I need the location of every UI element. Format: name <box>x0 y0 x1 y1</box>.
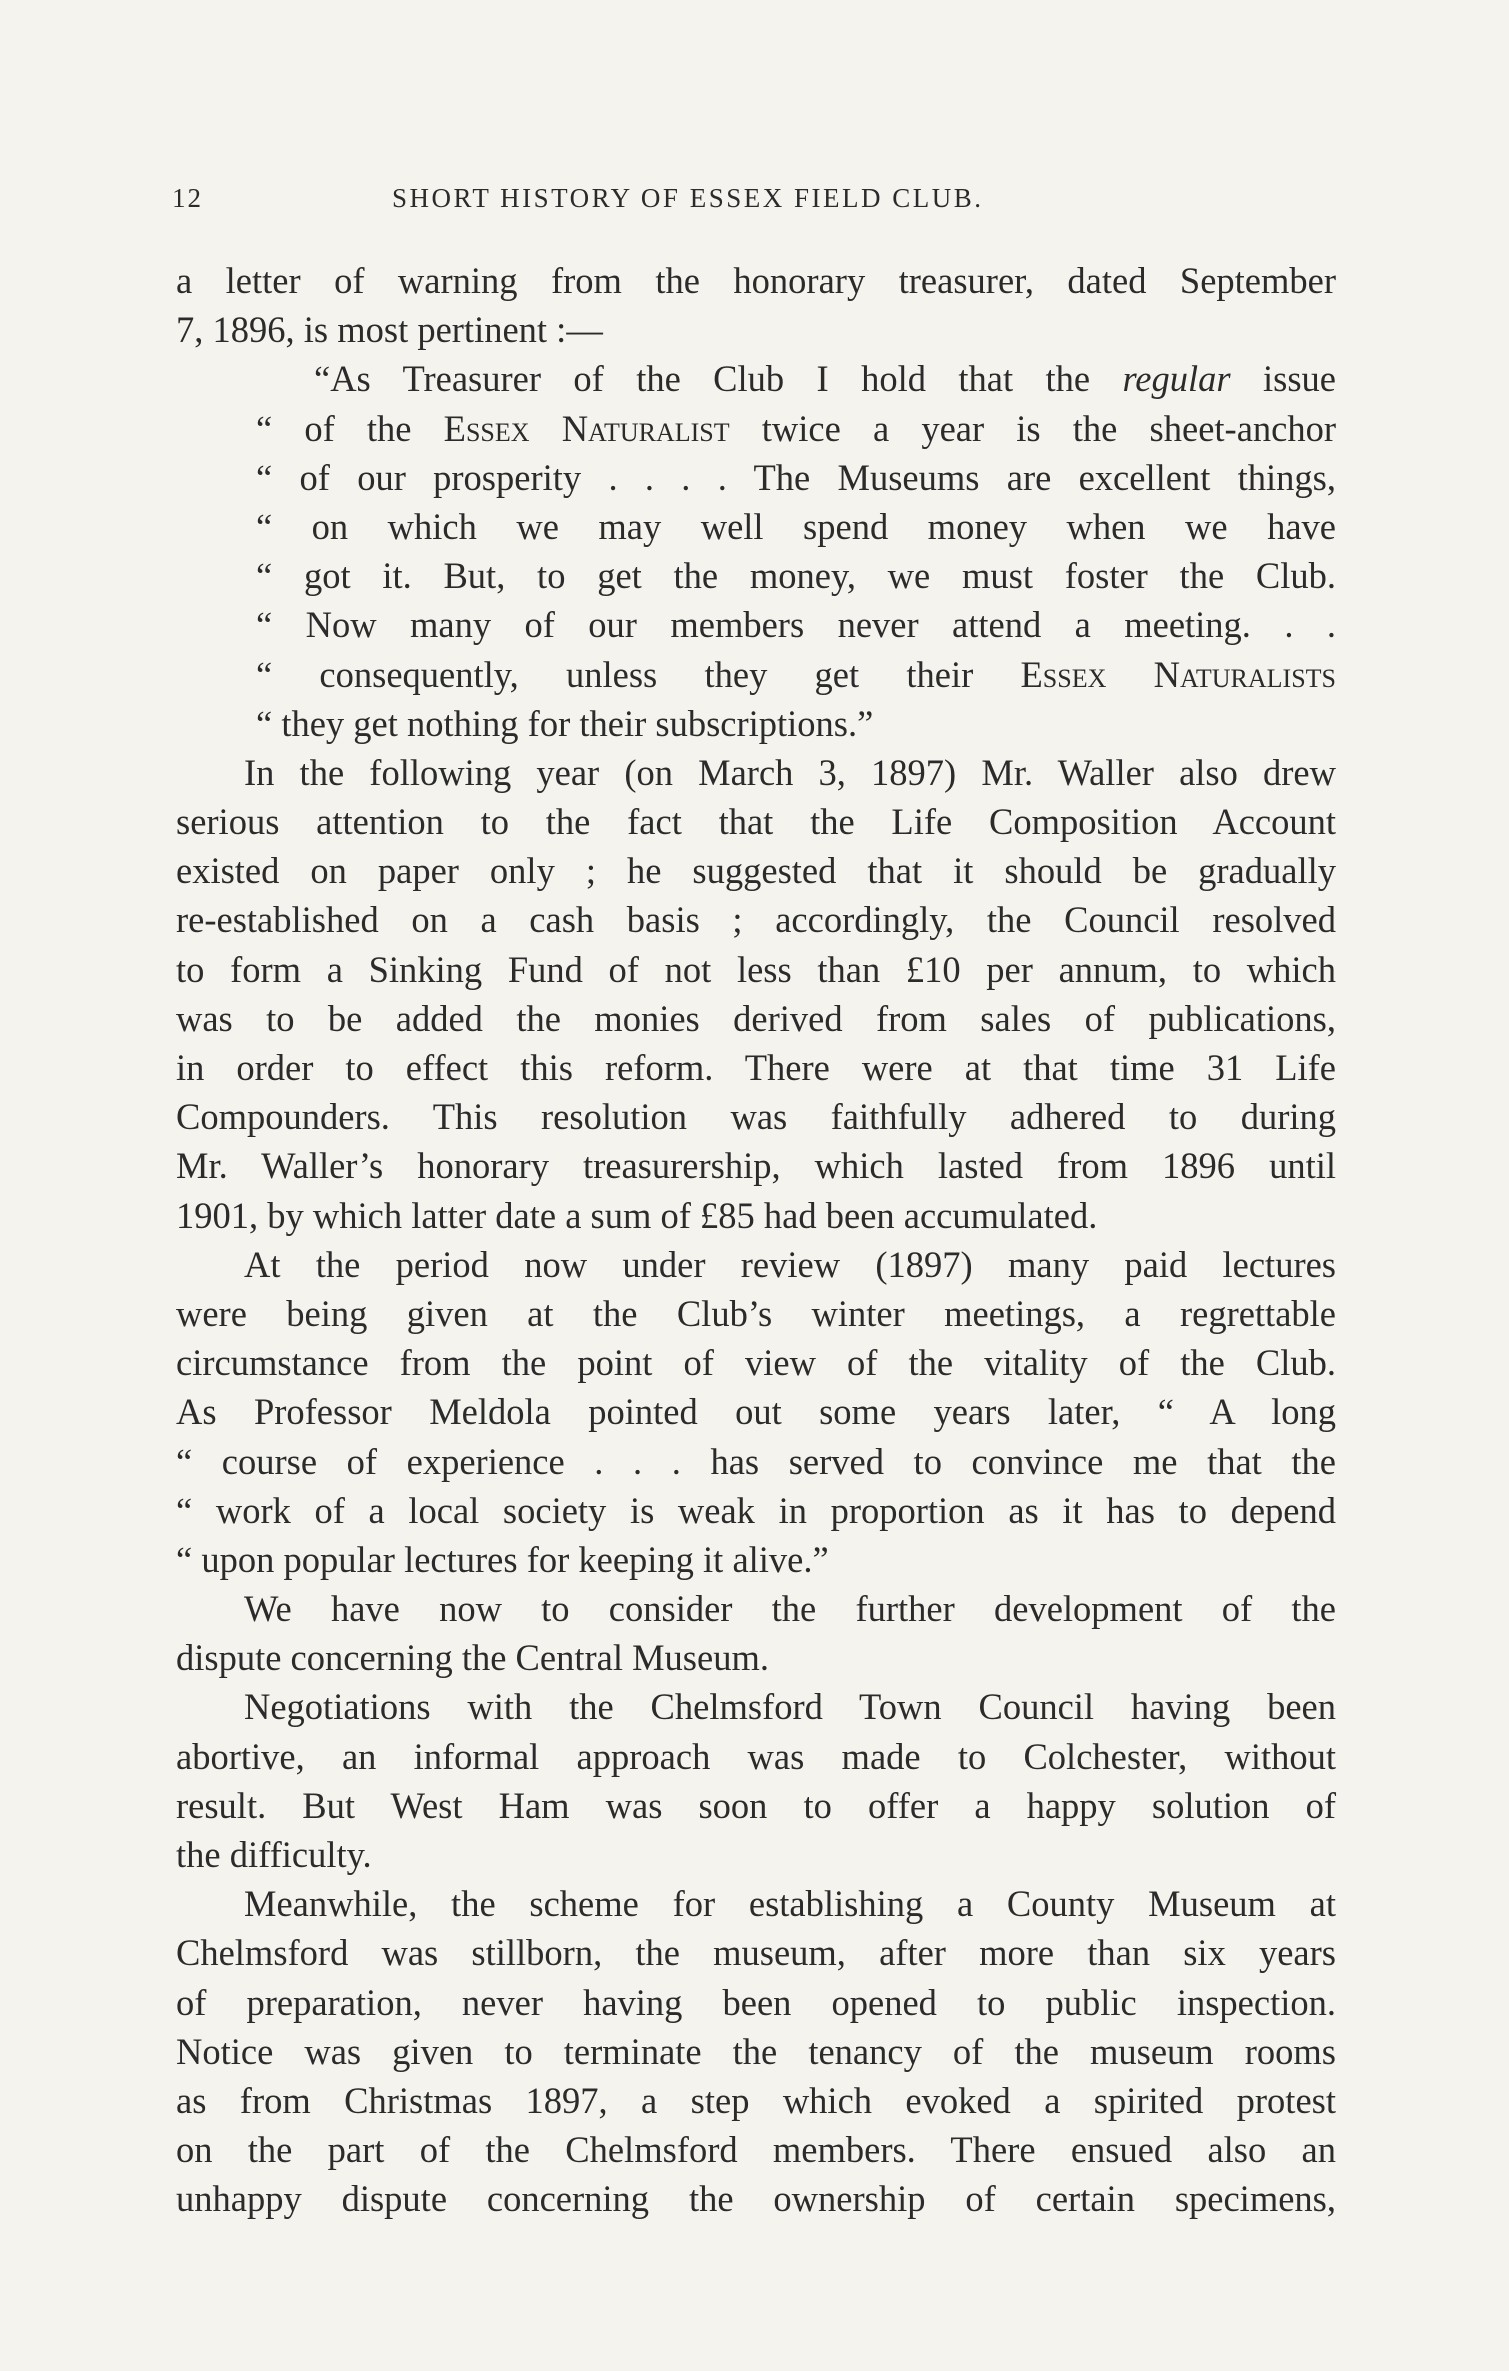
text-line: We have now to consider the further development of the <box>244 1588 1336 1630</box>
text-line: serious attention to the fact that the Life Composition Account <box>176 801 1336 843</box>
page-number: 12 <box>172 183 203 213</box>
text-line: abortive, an informal approach was made to Colchester, without <box>176 1735 1336 1777</box>
running-head <box>172 183 1332 223</box>
text-line: unhappy dispute concerning the ownership of certain specimens, <box>176 2178 1336 2220</box>
text-line: 1901, by which latter date a sum of £85 had been accumulated. <box>176 1194 1098 1236</box>
quote-line: “As Treasurer of the Club I hold that the regular issue <box>314 358 1336 400</box>
text-line: to form a Sinking Fund of not less than £10 per annum, to which <box>176 948 1336 990</box>
text-line: were being given at the Club’s winter meetings, a regrettable <box>176 1292 1336 1334</box>
text-line: result. But West Ham was soon to offer a happy solution of <box>176 1784 1336 1826</box>
text-line: on the part of the Chelmsford members. There ensued also an <box>176 2129 1336 2171</box>
text-line: Meanwhile, the scheme for establishing a County Museum at <box>244 1883 1336 1925</box>
text-line: re-established on a cash basis ; accordingly, the Council resolved <box>176 899 1336 941</box>
text-line: Compounders. This resolution was faithfully adhered to during <box>176 1096 1336 1138</box>
text-line: In the following year (on March 3, 1897) Mr. Waller also drew <box>244 751 1336 793</box>
text-line: Mr. Waller’s honorary treasurership, which lasted from 1896 until <box>176 1145 1336 1187</box>
quote-line: “ of the Essex Naturalist twice a year is the sheet-anchor <box>256 407 1336 449</box>
text-line: in order to effect this reform. There were at that time 31 Life <box>176 1047 1336 1088</box>
text-line: circumstance from the point of view of the vitality of the Club. <box>176 1342 1336 1384</box>
text-line: Negotiations with the Chelmsford Town Council having been <box>244 1686 1336 1728</box>
quote-line: “ consequently, unless they get their Essex Naturalists <box>256 653 1336 695</box>
text-line: was to be added the monies derived from sales of publications, <box>176 997 1336 1039</box>
text-line: Chelmsford was stillborn, the museum, after more than six years <box>176 1932 1336 1974</box>
text-line: At the period now under review (1897) many paid lectures <box>244 1243 1336 1285</box>
quote-line: “ on which we may well spend money when we have <box>256 505 1336 547</box>
quote-line: “ of our prosperity . . . . The Museums are excellent things, <box>256 456 1336 498</box>
text-line: 7, 1896, is most pertinent :— <box>176 309 603 351</box>
quote-line: “ course of experience . . . has served to convince me that the <box>176 1440 1336 1482</box>
quote-line: “ they get nothing for their subscriptions.” <box>256 702 874 744</box>
text-line: a letter of warning from the honorary treasurer, dated September <box>176 260 1336 301</box>
quote-line: “ got it. But, to get the money, we must foster the Club. <box>256 555 1336 597</box>
quote-line: “ upon popular lectures for keeping it alive.” <box>176 1538 829 1580</box>
text-line: As Professor Meldola pointed out some years later, “ A long <box>176 1391 1336 1433</box>
quote-line: “ work of a local society is weak in proportion as it has to depend <box>176 1489 1336 1531</box>
text-line: the difficulty. <box>176 1834 372 1875</box>
quote-line: “ Now many of our members never attend a meeting. . . <box>256 604 1336 646</box>
text-line: dispute concerning the Central Museum. <box>176 1637 769 1679</box>
running-title: SHORT HISTORY OF ESSEX FIELD CLUB. <box>392 183 984 213</box>
text-line: as from Christmas 1897, a step which evoked a spirited protest <box>176 2079 1336 2121</box>
emphasis-regular: regular <box>1122 358 1231 400</box>
text-line: of preparation, never having been opened to public inspection. <box>176 1981 1336 2023</box>
body-text <box>176 256 1336 2224</box>
text-line: existed on paper only ; he suggested that it should be gradually <box>176 850 1336 892</box>
text-line: Notice was given to terminate the tenancy of the museum rooms <box>176 2030 1336 2072</box>
